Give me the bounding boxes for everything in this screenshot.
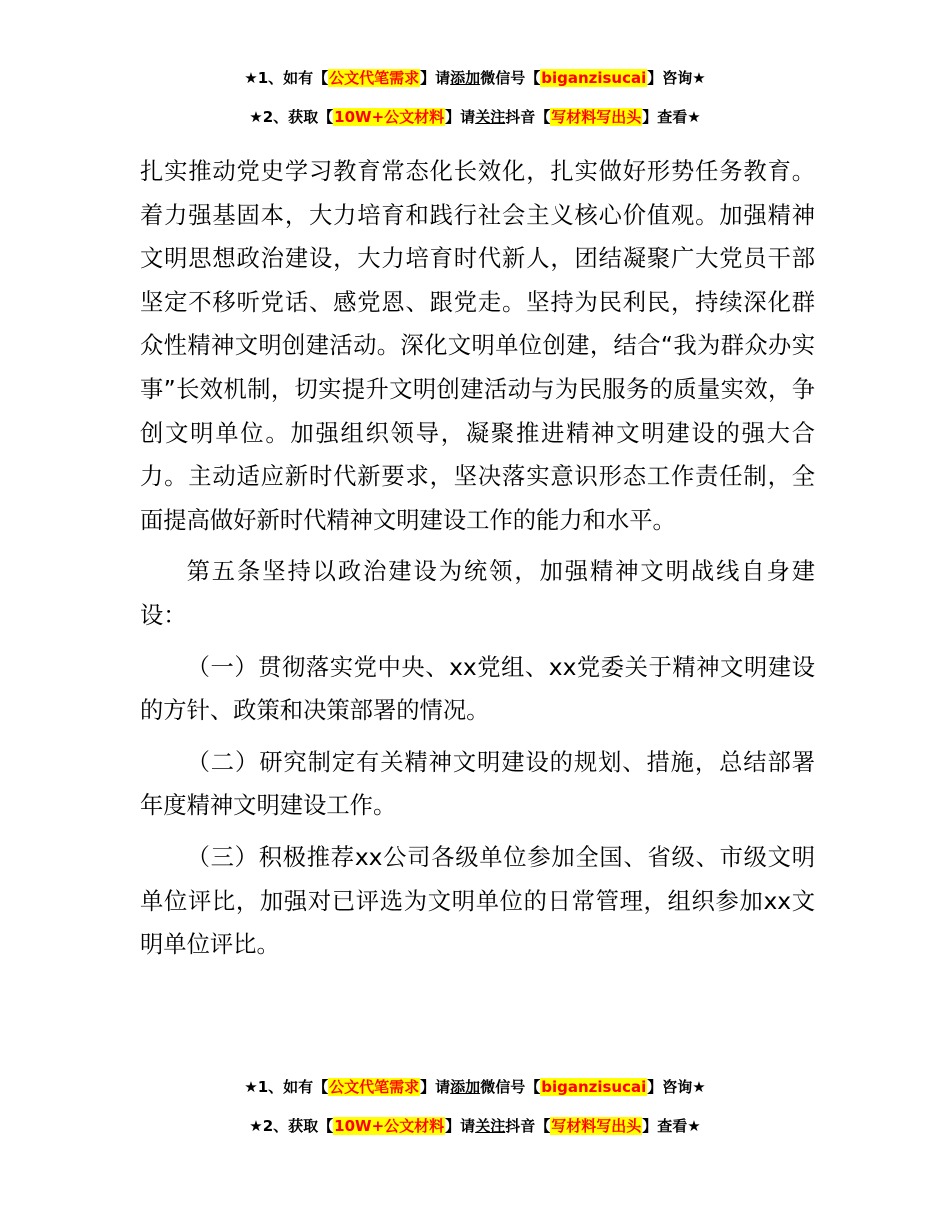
ad-text: 1、如有【: [257, 69, 329, 87]
ad-text: 】请: [445, 108, 476, 126]
star-icon: ★: [692, 69, 706, 87]
ad-highlight: biganzisucai: [541, 69, 647, 87]
footer-ad-line-1: [0, 1076, 950, 1098]
paragraph: （一）贯彻落实党中央、xx党组、xx党委关于精神文明建设的方针、政策和决策部署的情况。: [140, 653, 815, 725]
ad-text: 抖音【: [505, 1117, 551, 1135]
ad-highlight: 写材料写出头: [551, 1117, 642, 1135]
ad-highlight: 公文代笔需求: [329, 69, 420, 87]
star-icon: ★: [249, 108, 263, 126]
star-icon: ★: [687, 108, 701, 126]
header-ad-line-1: [0, 67, 950, 89]
ad-underline: 关注: [475, 108, 506, 126]
star-icon: ★: [692, 1078, 706, 1096]
star-icon: ★: [687, 1117, 701, 1135]
ad-text: 】咨询: [647, 1078, 693, 1096]
ad-text: 】查看: [642, 1117, 688, 1135]
ad-text: 】请: [420, 69, 451, 87]
ad-text: 】查看: [642, 108, 688, 126]
footer-ad-line-2: [0, 1115, 950, 1137]
document-body: [140, 150, 815, 967]
ad-text: 2、获取【: [262, 108, 334, 126]
ad-text: 微信号【: [480, 69, 541, 87]
star-icon: ★: [244, 69, 258, 87]
ad-underline: 关注: [475, 1117, 506, 1135]
paragraph: （三）积极推荐xx公司各级单位参加全国、省级、市级文明单位评比，加强对已评选为文明单位的日常管理，组织参加xx文明单位评比。: [140, 843, 815, 959]
ad-text: 微信号【: [480, 1078, 541, 1096]
ad-text: 2、获取【: [262, 1117, 334, 1135]
paragraph: （二）研究制定有关精神文明建设的规划、措施，总结部署年度精神文明建设工作。: [140, 748, 815, 820]
ad-underline: 添加: [450, 1078, 481, 1096]
ad-text: 】请: [445, 1117, 476, 1135]
ad-text: 抖音【: [505, 108, 551, 126]
ad-highlight: biganzisucai: [541, 1078, 647, 1096]
paragraph: 扎实推动党史学习教育常态化长效化，扎实做好形势任务教育。着力强基固本，大力培育和践行社会主义核心价值观。加强精神文明思想政治建设，大力培育时代新人，团结凝聚广大党员干部坚定不移听党话、感党恩、跟党走。坚持为民利民，持续深化群众性精神文明创建活动。深化文明单位创建，结合“我为群众办实事”长效机制，切实提升文明创建活动与为民服务的质量实效，争创文明单位。加强组织领导，凝聚推进精神文明建设的强大合力。主动适应新时代新要求，坚决落实意识形态工作责任制，全面提高做好新时代精神文明建设工作的能力和水平。: [140, 158, 815, 534]
ad-highlight: 公文代笔需求: [329, 1078, 420, 1096]
star-icon: ★: [244, 1078, 258, 1096]
ad-underline: 添加: [450, 69, 481, 87]
ad-text: 1、如有【: [257, 1078, 329, 1096]
header-ad-line-2: [0, 106, 950, 128]
ad-text: 】咨询: [647, 69, 693, 87]
ad-highlight: 10W+公文材料: [334, 108, 445, 126]
ad-text: 】请: [420, 1078, 451, 1096]
paragraph: 第五条坚持以政治建设为统领，加强精神文明战线自身建设：: [140, 558, 815, 629]
ad-highlight: 写材料写出头: [551, 108, 642, 126]
star-icon: ★: [249, 1117, 263, 1135]
ad-highlight: 10W+公文材料: [334, 1117, 445, 1135]
